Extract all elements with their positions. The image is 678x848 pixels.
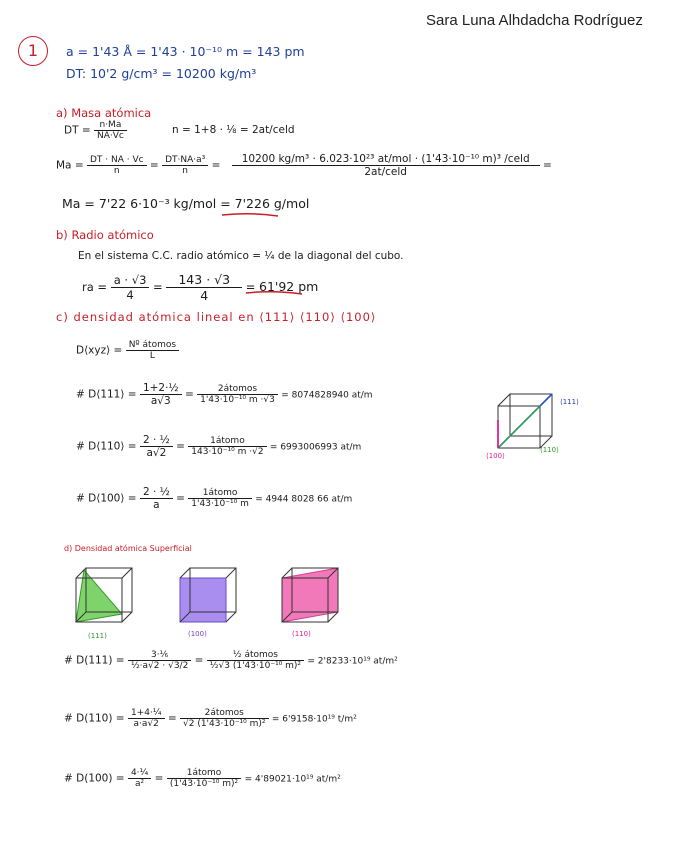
ra-fraction-2 (166, 272, 242, 303)
section-c-title: c) densidad atómica lineal en ⟨111⟩ ⟨110⟩ ⟨100⟩ (56, 310, 377, 324)
row-lhs: # D⟨100⟩ = (76, 492, 137, 505)
label-direction-100: ⟨100⟩ (486, 452, 505, 460)
ma-lhs: Ma = (56, 159, 84, 172)
row-result: = 6'9158·10¹⁹ t/m² (271, 714, 357, 725)
label-plane-110: (110) (292, 630, 311, 638)
ra-f2-den: 4 (200, 288, 209, 303)
row-f2-den: 1'43·10⁻¹⁰ m (191, 499, 249, 509)
row-f1-den: a² (135, 779, 145, 789)
def-den: L (149, 351, 155, 361)
ra-fraction-1 (111, 273, 150, 302)
row-f2 (197, 384, 278, 405)
row-f1-num: 1+2·½ (140, 382, 182, 395)
row-f2 (180, 708, 269, 729)
row-lhs: # D⟨111⟩ = (76, 388, 137, 401)
author-name: Sara Luna Alhdadcha Rodríguez (426, 12, 643, 29)
row-f1-den: a (153, 499, 160, 511)
row-f2-num: 1átomo (188, 488, 252, 499)
row-f2-num: 2átomos (197, 384, 278, 395)
row-f2-den: ½√3 (1'43·10⁻¹⁰ m)² (209, 661, 302, 671)
row-f2-den: 143·10⁻¹⁰ m ·√2 (191, 447, 264, 457)
dt-denominator: NA·Vc (96, 131, 124, 141)
linear-density-definition (76, 340, 179, 361)
surface-row-100: # D(100) = $\frac{\text{4·¼}}{\text{a²}}$ = $\frac{\text{1átomo}}{\text{(1'43·10⁻¹⁰ m)²}}$ = 4'89021·10¹⁹ at/m² (64, 768, 341, 789)
row-f1-den: ½·a√2 · √3/2 (130, 661, 189, 671)
row-result: = 4'89021·10¹⁹ at/m² (244, 774, 341, 785)
surface-row-110: # D(110) = $\frac{\text{1+4·¼}}{a\cdot a√2}$ = $\frac{\text{2átomos}}{\text{√2 (1'43·10⁻¹⁰ m)²}}$ = 6'9158·10¹⁹ t/m² (64, 708, 357, 729)
dt-fraction (94, 120, 127, 141)
surface-row-111: # D(111) = $\frac{\text{3·⅙}}{\text{½·a√2 · √3/2}}$ = $\frac{\text{½ átomos}}{\text{½√3 (1'43·10⁻¹⁰ m)²}}$ = 2'8233·10¹⁹ at/m² (64, 650, 398, 671)
row-f1 (140, 486, 173, 511)
row-f1 (128, 768, 151, 789)
dt-lhs: DT = (64, 124, 91, 137)
ma-f3-num: 10200 kg/m³ · 6.023·10²³ at/mol · (1'43·10⁻¹⁰ m)³ /celd (232, 153, 540, 166)
row-f2-num: 1átomo (188, 436, 266, 447)
ra-f1-den: 4 (126, 288, 134, 302)
linear-row-100: # D⟨100⟩ = $\frac{\text{2 · ½}}{a}$ = $\frac{\text{1átomo}}{\text{1'43·10⁻¹⁰ m}}$ = 4944 8028 66 at/m (76, 486, 353, 511)
label-direction-110: ⟨110⟩ (540, 446, 559, 454)
row-f1-num: 2 · ½ (140, 486, 173, 499)
plane-111-cube (70, 564, 140, 630)
row-result: = 4944 8028 66 at/m (255, 494, 353, 505)
row-f2 (188, 488, 252, 509)
row-f2-num: ½ átomos (207, 650, 304, 661)
row-f2 (167, 768, 242, 789)
row-f1-num: 4·¼ (128, 768, 151, 779)
problem-number: 1 (18, 36, 48, 66)
ma-f2-num: DT·NA·a³ (162, 155, 208, 166)
given-lattice-parameter: a = 1'43 Å = 1'43 · 10⁻¹⁰ m = 143 pm (66, 44, 305, 59)
row-f1-num: 3·⅙ (128, 650, 191, 661)
section-d-title: d) Densidad atómica Superficial (64, 544, 192, 553)
def-num: Nº átomos (126, 340, 179, 351)
ma-result-underline (220, 212, 280, 218)
row-f1-num: 1+4·¼ (128, 708, 165, 719)
section-a-title: a) Masa atómica (56, 106, 152, 120)
row-f1-den: a√3 (150, 395, 171, 407)
row-f2 (207, 650, 304, 671)
plane-100-cube (174, 564, 244, 630)
row-lhs: # D(111) = (64, 654, 125, 667)
row-f1 (128, 708, 165, 729)
def-fraction (126, 340, 179, 361)
ma-fraction-3 (232, 153, 540, 178)
ra-formula: ra = $\frac{a \cdot √3}{4}$ = $\frac{143 \cdot √3}{4}$ = 61'92 pm (82, 272, 319, 303)
row-lhs: # D(100) = (64, 772, 125, 785)
ma-result: Ma = 7'22 6·10⁻³ kg/mol = 7'226 g/mol (62, 196, 310, 211)
ma-fraction-2 (162, 155, 208, 176)
n-formula: n = 1+8 · ⅛ = 2at/celd (172, 124, 295, 136)
ra-result-underline (244, 290, 304, 296)
label-direction-111: ⟨111⟩ (560, 398, 579, 406)
ma-formula: Ma = $\frac{DT \cdot NA \cdot Vc}{n}$ = $\frac{\text{DT·NA·a³}}{n}$ = $\frac{\text{10200 kg/m³ · 6.023·10²³ at/mol · (1'43·10⁻¹⁰ m)³ /celd}}{\text{2at/celd}}$ = (56, 153, 552, 178)
def-lhs: D⟨xyz⟩ = (76, 344, 123, 357)
ra-result: 61'92 pm (259, 279, 319, 294)
ma-f2-den: n (182, 166, 188, 176)
ma-f1-num: DT · NA · Vc (87, 155, 147, 166)
row-f1-den: a√2 (146, 447, 167, 459)
row-f1 (140, 434, 173, 459)
ra-f1-num: a · √3 (111, 273, 150, 288)
row-f2-num: 2átomos (180, 708, 269, 719)
ma-f3-den: 2at/celd (364, 166, 407, 178)
section-b-title: b) Radio atómico (56, 228, 154, 242)
row-result: = 8074828940 at/m (281, 390, 373, 401)
row-lhs: # D⟨110⟩ = (76, 440, 137, 453)
plane-110-cube (276, 564, 346, 630)
row-f1 (128, 650, 191, 671)
ma-f1-den: n (113, 166, 120, 176)
label-plane-100: (100) (188, 630, 207, 638)
row-result: = 6993006993 at/m (269, 442, 362, 453)
row-f2 (188, 436, 266, 457)
ra-f2-num: 143 · √3 (166, 272, 242, 288)
row-f1-den: a·a√2 (133, 719, 159, 729)
row-f2-den: 1'43·10⁻¹⁰ m ·√3 (200, 395, 275, 405)
given-density: DT: 10'2 g/cm³ = 10200 kg/m³ (66, 66, 257, 81)
linear-row-111: # D⟨111⟩ = $\frac{\text{1+2·½}}{a√3}$ = $\frac{\text{2átomos}}{\text{1'43·10⁻¹⁰ m ·√3}}$ = 8074828940 at/m (76, 382, 373, 407)
row-lhs: # D(110) = (64, 712, 125, 725)
dt-numerator: n·Ma (94, 120, 127, 131)
row-f2-den: (1'43·10⁻¹⁰ m)² (169, 779, 239, 789)
row-result: = 2'8233·10¹⁹ at/m² (307, 656, 398, 667)
section-b-statement: En el sistema C.C. radio atómico = ¼ de la diagonal del cubo. (78, 250, 404, 262)
row-f1-num: 2 · ½ (140, 434, 173, 447)
dt-formula (64, 120, 127, 141)
row-f2-den: √2 (1'43·10⁻¹⁰ m)² (183, 719, 266, 729)
row-f2-num: 1átomo (167, 768, 242, 779)
row-f1 (140, 382, 182, 407)
ma-fraction-1 (87, 155, 147, 176)
ra-lhs: ra = (82, 280, 108, 294)
linear-row-110: # D⟨110⟩ = $\frac{\text{2 · ½}}{a√2}$ = $\frac{\text{1átomo}}{\text{143·10⁻¹⁰ m ·√2}}$ = 6993006993 at/m (76, 434, 362, 459)
label-plane-111: (111) (88, 632, 107, 640)
